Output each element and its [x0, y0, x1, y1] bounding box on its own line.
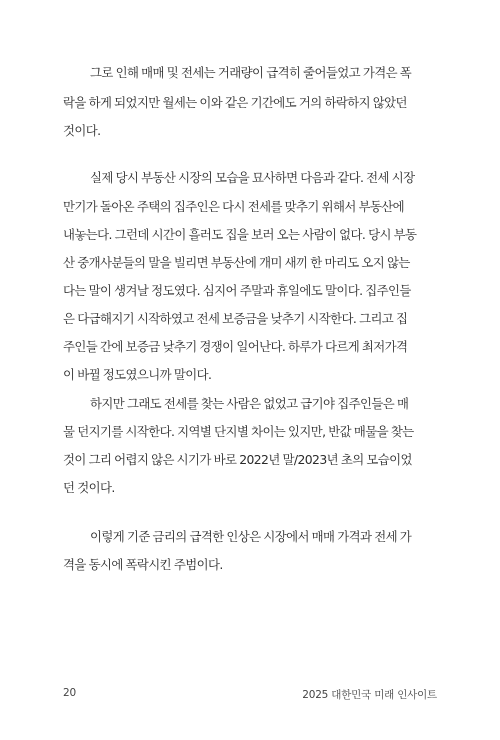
- paragraph-2-line-8: 이 바뀔 정도였으니까 말이다.: [63, 367, 212, 382]
- paragraph-2-line-7: 주인들 간에 보증금 낮추기 경쟁이 일어난다. 하루가 다르게 최저가격: [63, 339, 408, 354]
- paragraph-3-line-2: 물 던지기를 시작한다. 지역별 단지별 차이는 있지만, 반값 매물을 찾는: [63, 424, 414, 439]
- paragraph-1-line-1: 그로 인해 매매 및 전세는 거래량이 급격히 줄어들었고 가격은 폭: [90, 65, 412, 80]
- paragraph-2-line-5: 다는 말이 생겨날 정도였다. 심지어 주말과 휴일에도 말이다. 집주인들: [63, 283, 411, 298]
- book-title: 2025 대한민국 미래 인사이트: [302, 689, 437, 701]
- page-number: 20: [63, 687, 76, 699]
- paragraph-2-line-2: 만기가 돌아온 주택의 집주인은 다시 전세를 맞추기 위해서 부동산에: [63, 199, 405, 214]
- paragraph-2-line-3: 내놓는다. 그런데 시간이 흘러도 집을 보러 오는 사람이 없다. 당시 부동: [63, 227, 417, 242]
- paragraph-1-line-2: 락을 하게 되었지만 월세는 이와 같은 기간에도 거의 하락하지 않았던: [63, 95, 407, 110]
- paragraph-3-line-3: 것이 그리 어렵지 않은 시기가 바로 2022년 말/2023년 초의 모습이었: [63, 452, 412, 467]
- paragraph-1-line-3: 것이다.: [63, 123, 101, 138]
- paragraph-2-line-6: 은 다급해지기 시작하였고 전세 보증금을 낮추기 시작한다. 그리고 집: [63, 311, 408, 326]
- paragraph-4-line-2: 격을 동시에 폭락시킨 주범이다.: [63, 557, 223, 572]
- paragraph-2-line-4: 산 중개사분들의 말을 빌리면 부동산에 개미 새끼 한 마리도 오지 않는: [63, 255, 410, 270]
- paragraph-4-line-1: 이렇게 기준 금리의 급격한 인상은 시장에서 매매 가격과 전세 가: [90, 529, 412, 544]
- paragraph-2-line-1: 실제 당시 부동산 시장의 모습을 묘사하면 다음과 같다. 전세 시장: [90, 170, 415, 185]
- paragraph-3-line-4: 던 것이다.: [63, 480, 115, 495]
- paragraph-3-line-1: 하지만 그래도 전세를 찾는 사람은 없었고 급기야 집주인들은 매: [90, 396, 409, 411]
